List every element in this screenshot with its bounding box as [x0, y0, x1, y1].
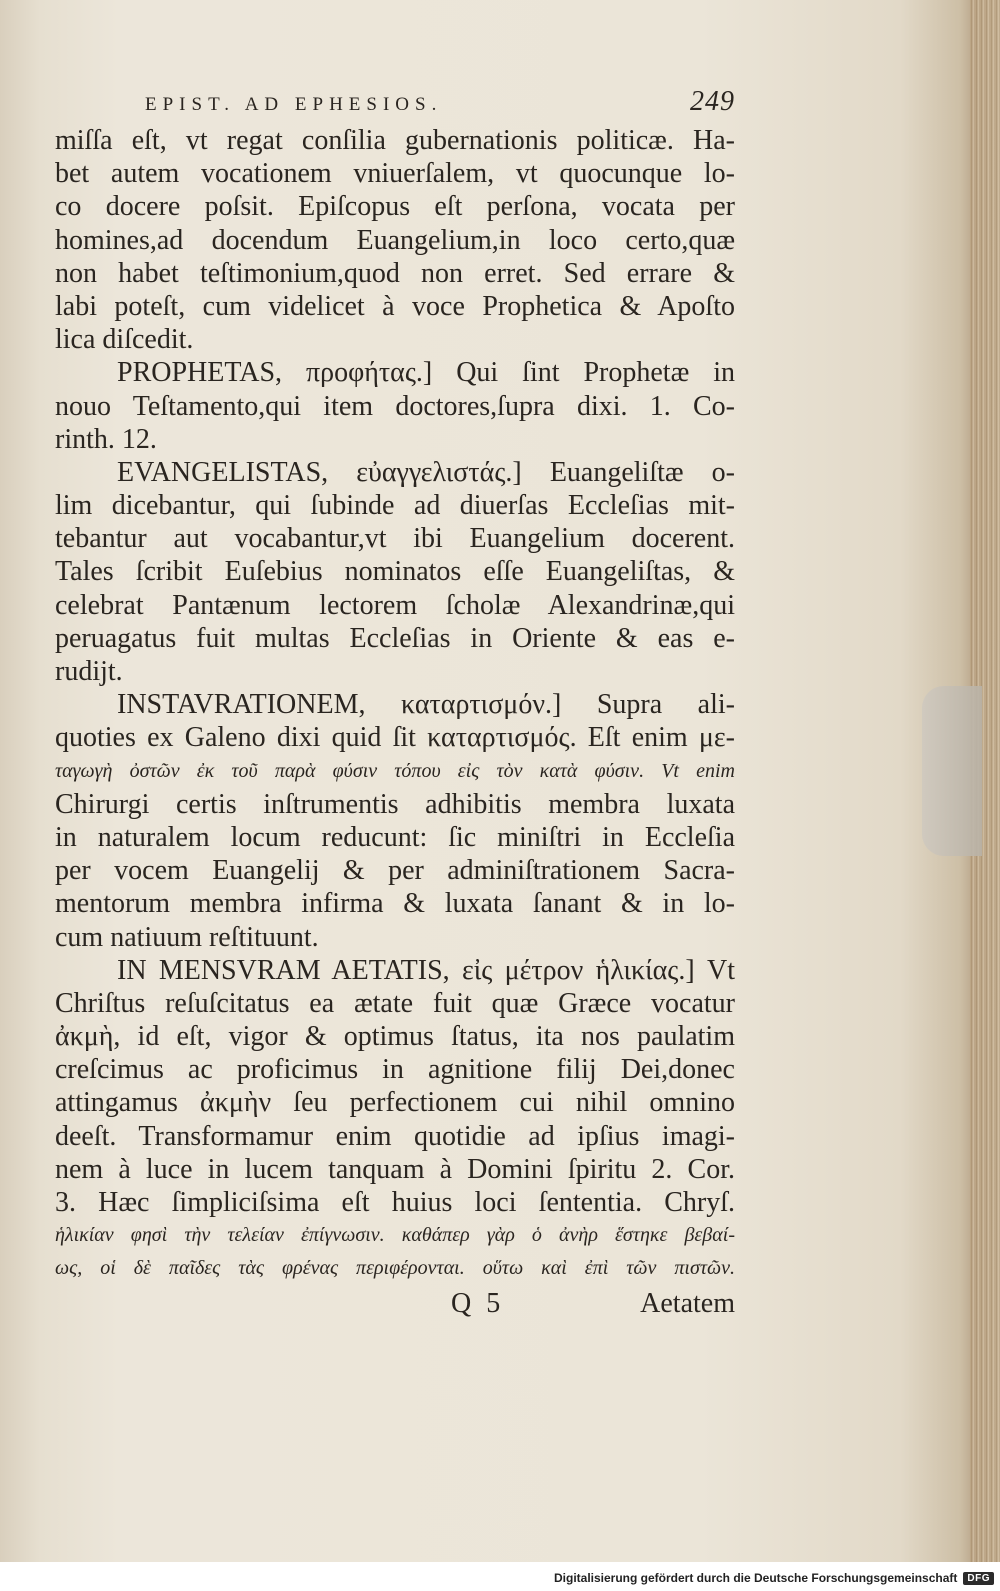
text-line: Tales ſcribit Euſebius nominatos eſſe Euangeliſtas, & — [55, 556, 735, 588]
text-line: nouo Teſtamento,qui item doctores,ſupra dixi. 1. Co- — [55, 390, 735, 422]
text-line: peruagatus fuit multas Eccleſias in Oriente & eas e- — [55, 622, 735, 654]
signature-mark: Q 5 — [451, 1287, 505, 1319]
text-block — [55, 86, 735, 1320]
text-line: labi poteſt, cum videlicet à voce Prophetica & Apoſto — [55, 290, 735, 322]
text-line: Chirurgi certis inſtrumentis adhibitis membra luxata — [55, 788, 735, 820]
text-line: rinth. 12. — [55, 423, 157, 455]
text-line: lica diſcedit. — [55, 324, 194, 356]
digitization-credit — [554, 1571, 994, 1585]
text-line: homines,ad docendum Euangelium,in loco certo,quæ — [55, 224, 735, 256]
lemma-line: PROPHETAS, προφήτας.] Qui ſint Prophetæ in — [117, 357, 735, 389]
running-header — [145, 86, 735, 120]
credit-text: Digitalisierung gefördert durch die Deutsche Forschungsgemeinschaft — [553, 1571, 958, 1585]
text-line: non habet teſtimonium,quod non erret. Sed errare & — [55, 257, 735, 289]
greek-line: ἡλικίαν φησὶ τὴν τελείαν ἐπίγνωσιν. καθάπερ γὰρ ὁ ἀνὴρ ἕστηκε βεβαί- — [55, 1224, 735, 1247]
dfg-logo: DFG — [963, 1572, 994, 1585]
text-line: nem à luce in lucem tanquam à Domini ſpiritu 2. Cor. — [55, 1153, 735, 1185]
text-line: tebantur aut vocabantur,vt ibi Euangelium docerent. — [55, 523, 735, 555]
text-line: Chriſtus reſuſcitatus ea ætate fuit quæ Græce vocatur — [55, 987, 735, 1019]
text-line: celebrat Pantænum lectorem ſcholæ Alexandrinæ,qui — [55, 589, 735, 621]
text-line: creſcimus ac proficimus in agnitione filij Dei,donec — [55, 1054, 735, 1086]
lemma-line: IN MENSVRAM AETATIS, εἰς μέτρον ἡλικίας.] Vt — [117, 954, 735, 986]
text-line: cum natiuum reſtituunt. — [55, 921, 319, 953]
text-line: miſſa eſt, vt regat conſilia gubernationis politicæ. Ha- — [55, 125, 735, 156]
text-line: rudijt. — [55, 656, 123, 687]
text-line: ἀκμὴ, id eſt, vigor & optimus ſtatus, ita nos paulatim — [55, 1021, 735, 1053]
text-line: bet autem vocationem vniuerſalem, vt quocunque lo- — [55, 158, 735, 190]
text-line: deeſt. Transformamur enim quotidie ad ipſius imagi- — [55, 1120, 735, 1152]
page-footer — [55, 1288, 735, 1320]
text-line: 3. Hæc ſimpliciſsima eſt huius loci ſententia. Chryſ. — [55, 1187, 735, 1218]
text-line: attingamus ἀκμὴν ſeu perfectionem cui nihil omnino — [55, 1087, 735, 1119]
text-line: co docere poſsit. Epiſcopus eſt perſona, vocata per — [55, 191, 735, 223]
lemma-line: EVANGELISTAS, εὐαγγελιστάς.] Euangeliſtæ o- — [117, 456, 735, 488]
catchword: Aetatem — [640, 1287, 735, 1319]
greek-line: ως, οἱ δὲ παῖδες τὰς φρένας περιφέρονται. οὕτω καὶ ἐπὶ τῶν πιστῶν. — [55, 1257, 735, 1280]
lemma-line: INSTAVRATIONEM, καταρτισμόν.] Supra ali- — [117, 689, 735, 721]
text-line: mentorum membra infirma & luxata ſanant & in lo- — [55, 888, 735, 920]
text-line: in naturalem locum reducunt: ſic miniſtri in Eccleſia — [55, 821, 735, 853]
page-number: 249 — [690, 86, 735, 117]
page-clip — [922, 686, 982, 856]
greek-line: ταγωγὴ ὀστῶν ἐκ τοῦ παρὰ φύσιν τόπου εἰς τὸν κατὰ φύσιν. Vt enim — [55, 759, 735, 782]
text-line: quoties ex Galeno dixi quid ſit καταρτισμός. Eſt enim με- — [55, 722, 735, 754]
text-line: per vocem Euangelij & per adminiſtrationem Sacra- — [55, 855, 735, 887]
running-head: EPIST. AD EPHESIOS. — [145, 94, 443, 115]
text-line: lim dicebantur, qui ſubinde ad diuerſas Eccleſias mit- — [55, 490, 735, 522]
